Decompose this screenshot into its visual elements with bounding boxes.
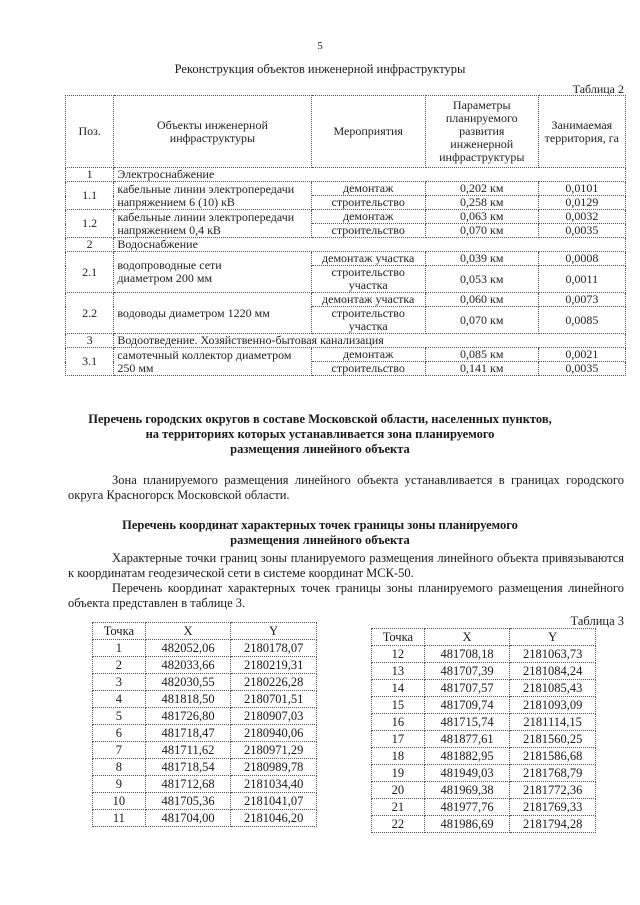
heading-line: Перечень городских округов в составе Московской области, населенных пунктов,: [88, 412, 552, 426]
y-cell: 2181560,25: [510, 731, 596, 748]
y-cell: 2181772,36: [510, 782, 596, 799]
table-row: [93, 691, 317, 708]
measure-cell: демонтаж: [311, 348, 425, 362]
table-row: [66, 348, 626, 362]
table-row: [93, 759, 317, 776]
measure-cell: демонтаж участка: [311, 293, 425, 307]
y-cell: 2181085,43: [510, 680, 596, 697]
x-cell: 481707,57: [424, 680, 510, 697]
area-cell: 0,0085: [538, 307, 625, 334]
header-point: Точка: [93, 623, 146, 640]
x-cell: 481818,50: [145, 691, 231, 708]
header-measures: Мероприятия: [311, 96, 425, 168]
param-cell: 0,202 км: [425, 182, 538, 196]
table-row: [93, 742, 317, 759]
point-cell: 10: [93, 793, 146, 810]
point-cell: 1: [93, 640, 146, 657]
x-cell: 481877,61: [424, 731, 510, 748]
header-y: Y: [231, 623, 317, 640]
table-row: [372, 799, 596, 816]
x-cell: 481949,03: [424, 765, 510, 782]
point-cell: 9: [93, 776, 146, 793]
point-cell: 12: [372, 646, 425, 663]
table2-label: Таблица 2: [572, 82, 624, 96]
x-cell: 481707,39: [424, 663, 510, 680]
param-cell: 0,060 км: [425, 293, 538, 307]
point-cell: 19: [372, 765, 425, 782]
area-cell: 0,0032: [538, 210, 625, 224]
y-cell: 2181093,09: [510, 697, 596, 714]
header-territory: Занимаемая территория, га: [538, 96, 625, 168]
y-cell: 2181084,24: [510, 663, 596, 680]
param-cell: 0,070 км: [425, 224, 538, 238]
item-name: водоводы диаметром 1220 мм: [114, 293, 311, 334]
section-pos: 3: [66, 334, 114, 348]
y-cell: 2181034,40: [231, 776, 317, 793]
coordinates-paragraph-2: Перечень координат характерных точек границы зоны планируемого размещения линейного объекта представлен в таблице 3.: [68, 581, 624, 610]
area-cell: 0,0073: [538, 293, 625, 307]
table-row: [66, 210, 626, 224]
table-row: [372, 765, 596, 782]
heading-line: Перечень координат характерных точек границы зоны планируемого: [122, 518, 518, 532]
param-cell: 0,053 км: [425, 266, 538, 293]
x-cell: 481709,74: [424, 697, 510, 714]
x-cell: 482052,06: [145, 640, 231, 657]
section-title-reconstruction: Реконструкция объектов инженерной инфраструктуры: [174, 62, 466, 76]
param-cell: 0,258 км: [425, 196, 538, 210]
section-row: [66, 334, 626, 348]
x-cell: 481704,00: [145, 810, 231, 827]
table-row: [372, 782, 596, 799]
item-pos: 3.1: [66, 348, 114, 376]
area-cell: 0,0101: [538, 182, 625, 196]
y-cell: 2180907,03: [231, 708, 317, 725]
item-pos: 2.2: [66, 293, 114, 334]
x-cell: 481711,62: [145, 742, 231, 759]
measure-cell: строительство: [311, 362, 425, 376]
area-cell: 0,0011: [538, 266, 625, 293]
x-cell: 481705,36: [145, 793, 231, 810]
y-cell: 2181114,15: [510, 714, 596, 731]
x-cell: 481708,18: [424, 646, 510, 663]
table-row: [66, 182, 626, 196]
measure-cell: строительство участка: [311, 307, 425, 334]
table3-header-row: [372, 629, 596, 646]
table-row: [372, 680, 596, 697]
table-row: [372, 697, 596, 714]
table3-label: Таблица 3: [570, 614, 624, 628]
x-cell: 482030,55: [145, 674, 231, 691]
header-objects: Объекты инженерной инфраструктуры: [114, 96, 311, 168]
x-cell: 482033,66: [145, 657, 231, 674]
area-cell: 0,0021: [538, 348, 625, 362]
x-cell: 481718,54: [145, 759, 231, 776]
table-row: [93, 725, 317, 742]
x-cell: 481977,76: [424, 799, 510, 816]
point-cell: 17: [372, 731, 425, 748]
point-cell: 22: [372, 816, 425, 833]
section-name: Водоснабжение: [114, 238, 626, 252]
item-pos: 1.2: [66, 210, 114, 238]
param-cell: 0,141 км: [425, 362, 538, 376]
x-cell: 481712,68: [145, 776, 231, 793]
point-cell: 7: [93, 742, 146, 759]
table-row: [372, 663, 596, 680]
y-cell: 2181768,79: [510, 765, 596, 782]
heading-line: размещения линейного объекта: [230, 533, 410, 547]
point-cell: 2: [93, 657, 146, 674]
y-cell: 2180178,07: [231, 640, 317, 657]
point-cell: 18: [372, 748, 425, 765]
table-row: [93, 776, 317, 793]
section-name: Водоотведение. Хозяйственно-бытовая канализация: [114, 334, 626, 348]
measure-cell: строительство: [311, 196, 425, 210]
point-cell: 20: [372, 782, 425, 799]
table-row: [372, 748, 596, 765]
param-cell: 0,039 км: [425, 252, 538, 266]
x-cell: 481718,47: [145, 725, 231, 742]
header-x: X: [424, 629, 510, 646]
measure-cell: строительство: [311, 224, 425, 238]
table-row: [372, 714, 596, 731]
page-number: 5: [317, 40, 323, 52]
param-cell: 0,063 км: [425, 210, 538, 224]
x-cell: 481726,80: [145, 708, 231, 725]
heading-line: размещения линейного объекта: [230, 442, 410, 456]
y-cell: 2181586,68: [510, 748, 596, 765]
point-cell: 16: [372, 714, 425, 731]
area-cell: 0,0035: [538, 362, 625, 376]
y-cell: 2181769,33: [510, 799, 596, 816]
y-cell: 2180219,31: [231, 657, 317, 674]
x-cell: 481882,95: [424, 748, 510, 765]
x-cell: 481969,38: [424, 782, 510, 799]
table-2: [65, 95, 626, 376]
y-cell: 2181063,73: [510, 646, 596, 663]
section-name: Электроснабжение: [114, 168, 626, 182]
area-cell: 0,0008: [538, 252, 625, 266]
item-name: кабельные линии электропередачи напряжением 6 (10) кВ: [114, 182, 311, 210]
section-row: [66, 168, 626, 182]
header-y: Y: [510, 629, 596, 646]
measure-cell: демонтаж участка: [311, 252, 425, 266]
section-pos: 2: [66, 238, 114, 252]
param-cell: 0,070 км: [425, 307, 538, 334]
param-cell: 0,085 км: [425, 348, 538, 362]
table-row: [93, 657, 317, 674]
x-cell: 481986,69: [424, 816, 510, 833]
item-pos: 2.1: [66, 252, 114, 293]
measure-cell: строительство участка: [311, 266, 425, 293]
heading-line: на территориях которых устанавливается зона планируемого: [145, 427, 495, 441]
item-name: кабельные линии электропередачи напряжением 0,4 кВ: [114, 210, 311, 238]
point-cell: 13: [372, 663, 425, 680]
section-pos: 1: [66, 168, 114, 182]
y-cell: 2180940,06: [231, 725, 317, 742]
measure-cell: демонтаж: [311, 182, 425, 196]
districts-paragraph: Зона планируемого размещения линейного объекта устанавливается в границах городского округа Красногорск Московской области.: [68, 473, 624, 502]
table-row: [372, 646, 596, 663]
table-row: [93, 640, 317, 657]
point-cell: 8: [93, 759, 146, 776]
y-cell: 2181046,20: [231, 810, 317, 827]
table-row: [66, 293, 626, 307]
header-point: Точка: [372, 629, 425, 646]
table-3-left: [92, 622, 317, 827]
coordinates-paragraph-1: Характерные точки границ зоны планируемого размещения линейного объекта привязываются к координатам геодезической сети в системе координат МСК-50.: [68, 551, 624, 580]
table-row: [372, 816, 596, 833]
y-cell: 2181794,28: [510, 816, 596, 833]
x-cell: 481715,74: [424, 714, 510, 731]
y-cell: 2180989,78: [231, 759, 317, 776]
point-cell: 11: [93, 810, 146, 827]
y-cell: 2180701,51: [231, 691, 317, 708]
area-cell: 0,0129: [538, 196, 625, 210]
table2-header-row: [66, 96, 626, 168]
table-row: [93, 793, 317, 810]
header-x: X: [145, 623, 231, 640]
item-name: самотечный коллектор диаметром 250 мм: [114, 348, 311, 376]
table-3-right: [371, 628, 596, 833]
area-cell: 0,0035: [538, 224, 625, 238]
table-row: [372, 731, 596, 748]
header-pos: Поз.: [66, 96, 114, 168]
table-row: [66, 252, 626, 266]
y-cell: 2180971,29: [231, 742, 317, 759]
point-cell: 3: [93, 674, 146, 691]
coordinates-heading: [0, 518, 640, 548]
measure-cell: демонтаж: [311, 210, 425, 224]
point-cell: 5: [93, 708, 146, 725]
header-params: Параметры планируемого развития инженерной инфраструктуры: [425, 96, 538, 168]
point-cell: 21: [372, 799, 425, 816]
y-cell: 2181041,07: [231, 793, 317, 810]
table3-header-row: [93, 623, 317, 640]
item-pos: 1.1: [66, 182, 114, 210]
point-cell: 14: [372, 680, 425, 697]
y-cell: 2180226,28: [231, 674, 317, 691]
table-row: [93, 708, 317, 725]
table-row: [93, 674, 317, 691]
section-row: [66, 238, 626, 252]
point-cell: 4: [93, 691, 146, 708]
districts-heading: [0, 412, 640, 457]
point-cell: 15: [372, 697, 425, 714]
item-name: водопроводные сети диаметром 200 мм: [114, 252, 311, 293]
point-cell: 6: [93, 725, 146, 742]
table-row: [93, 810, 317, 827]
